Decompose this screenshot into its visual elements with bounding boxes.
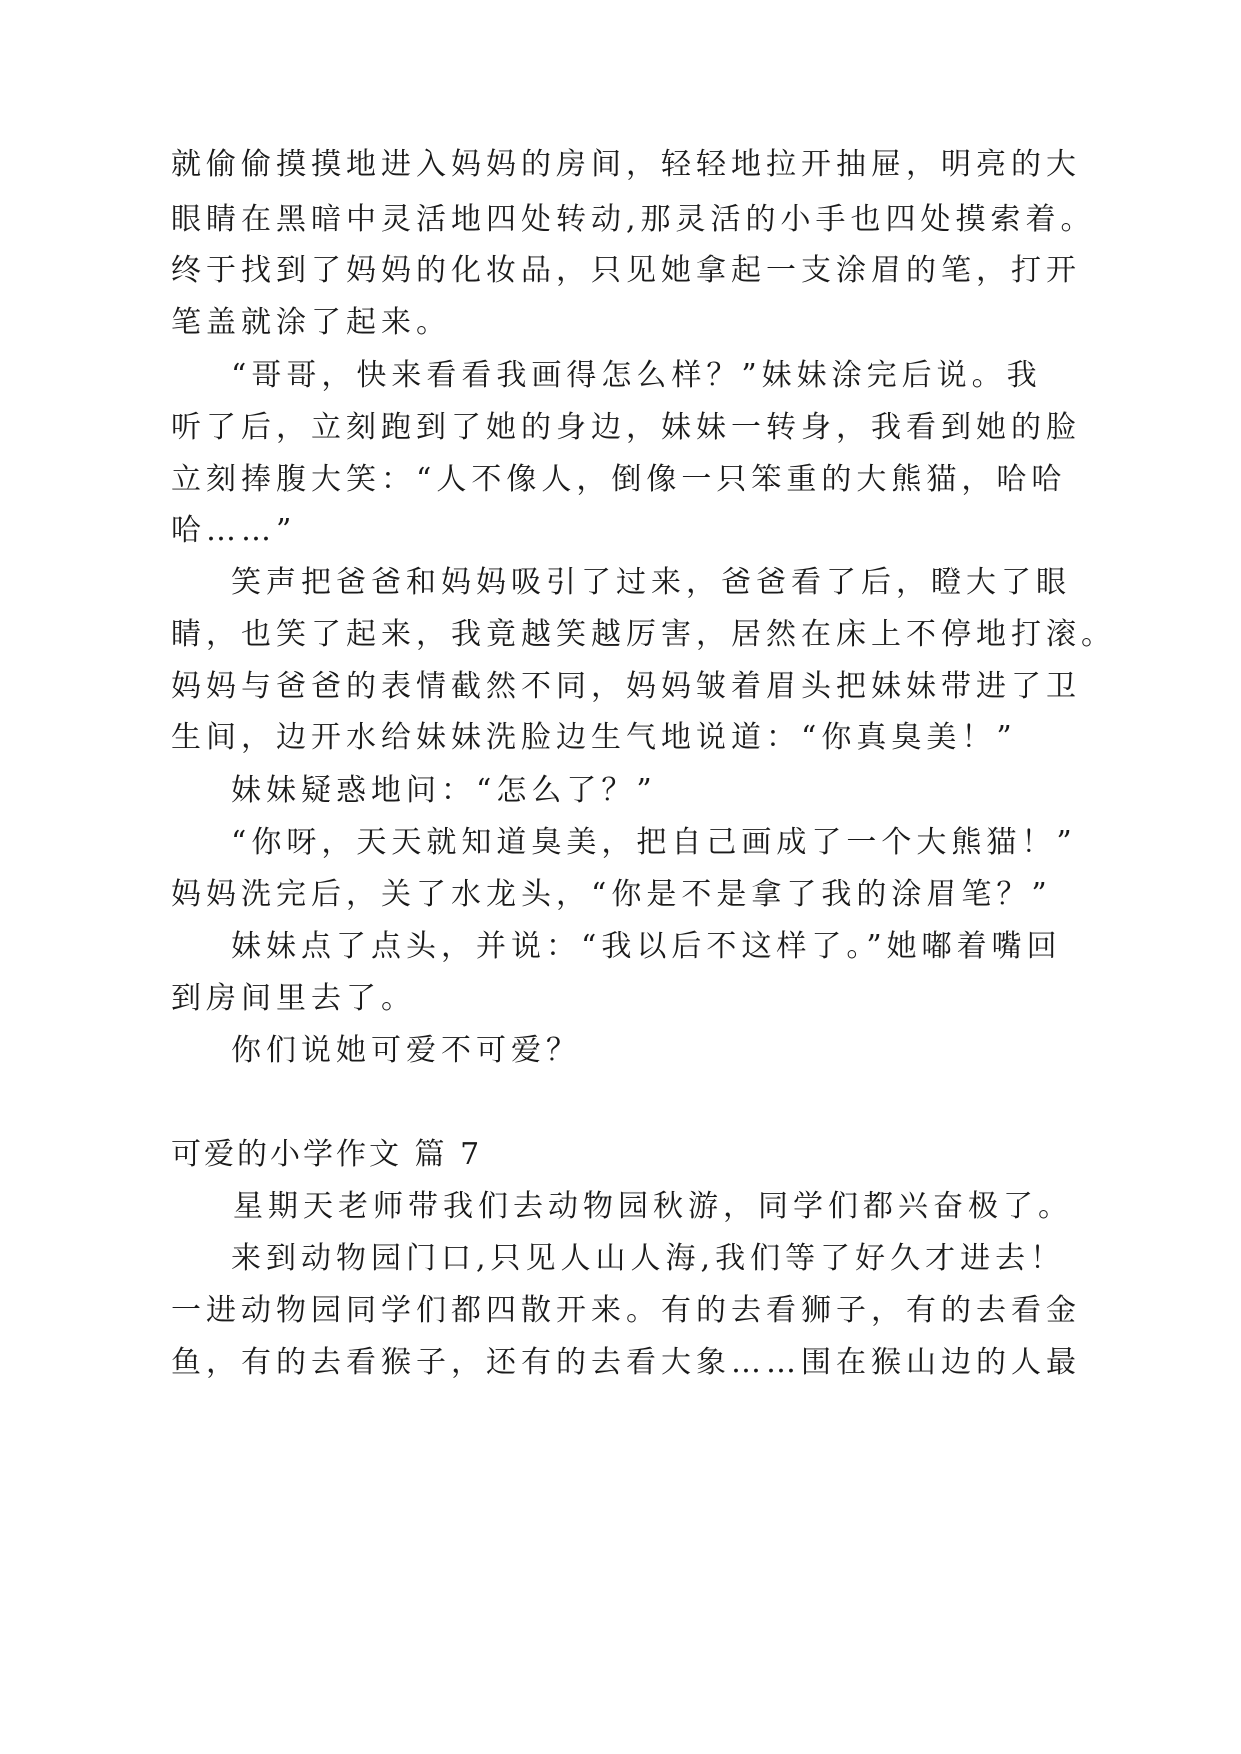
text-line: 笑声把爸爸和妈妈吸引了过来，爸爸看了后，瞪大了眼: [231, 565, 1071, 600]
section-heading: 可爱的小学作文 篇 7: [171, 1137, 483, 1172]
text-line: 你们说她可爱不可爱？: [231, 1033, 581, 1068]
text-line: 哈……”: [171, 513, 297, 548]
text-line: 妈妈洗完后，关了水龙头，“你是不是拿了我的涂眉笔？”: [171, 877, 1052, 912]
text-line: 立刻捧腹大笑：“人不像人，倒像一只笨重的大熊猫，哈哈: [171, 462, 1067, 497]
text-line: 鱼，有的去看猴子，还有的去看大象……围在猴山边的人最: [171, 1345, 1081, 1380]
text-line: 星期天老师带我们去动物园秋游，同学们都兴奋极了。: [233, 1189, 1073, 1224]
text-line: 终于找到了妈妈的化妆品，只见她拿起一支涂眉的笔，打开: [171, 253, 1081, 288]
text-line: 来到动物园门口,只见人山人海,我们等了好久才进去！: [231, 1241, 1066, 1276]
text-line: “哥哥，快来看看我画得怎么样？”妹妹涂完后说。我: [231, 358, 1042, 393]
text-line: 笔盖就涂了起来。: [171, 305, 451, 340]
text-line: 听了后，立刻跑到了她的身边，妹妹一转身，我看到她的脸: [171, 410, 1081, 445]
text-line: 妈妈与爸爸的表情截然不同，妈妈皱着眉头把妹妹带进了卫: [171, 669, 1081, 704]
text-line: 一进动物园同学们都四散开来。有的去看狮子，有的去看金: [171, 1293, 1081, 1328]
text-line: 生间，边开水给妹妹洗脸边生气地说道：“你真臭美！”: [171, 720, 1017, 755]
text-line: 妹妹点了点头，并说：“我以后不这样了。”她嘟着嘴回: [231, 929, 1062, 964]
text-line: 眼睛在黑暗中灵活地四处转动,那灵活的小手也四处摸索着。: [171, 202, 1096, 237]
text-line: 睛，也笑了起来，我竟越笑越厉害，居然在床上不停地打滚。: [171, 617, 1116, 652]
text-line: 就偷偷摸摸地进入妈妈的房间，轻轻地拉开抽屉，明亮的大: [171, 147, 1081, 182]
text-line: “你呀，天天就知道臭美，把自己画成了一个大熊猫！”: [231, 825, 1077, 860]
text-line: 妹妹疑惑地问：“怎么了？”: [231, 773, 657, 808]
text-line: 到房间里去了。: [171, 981, 416, 1016]
